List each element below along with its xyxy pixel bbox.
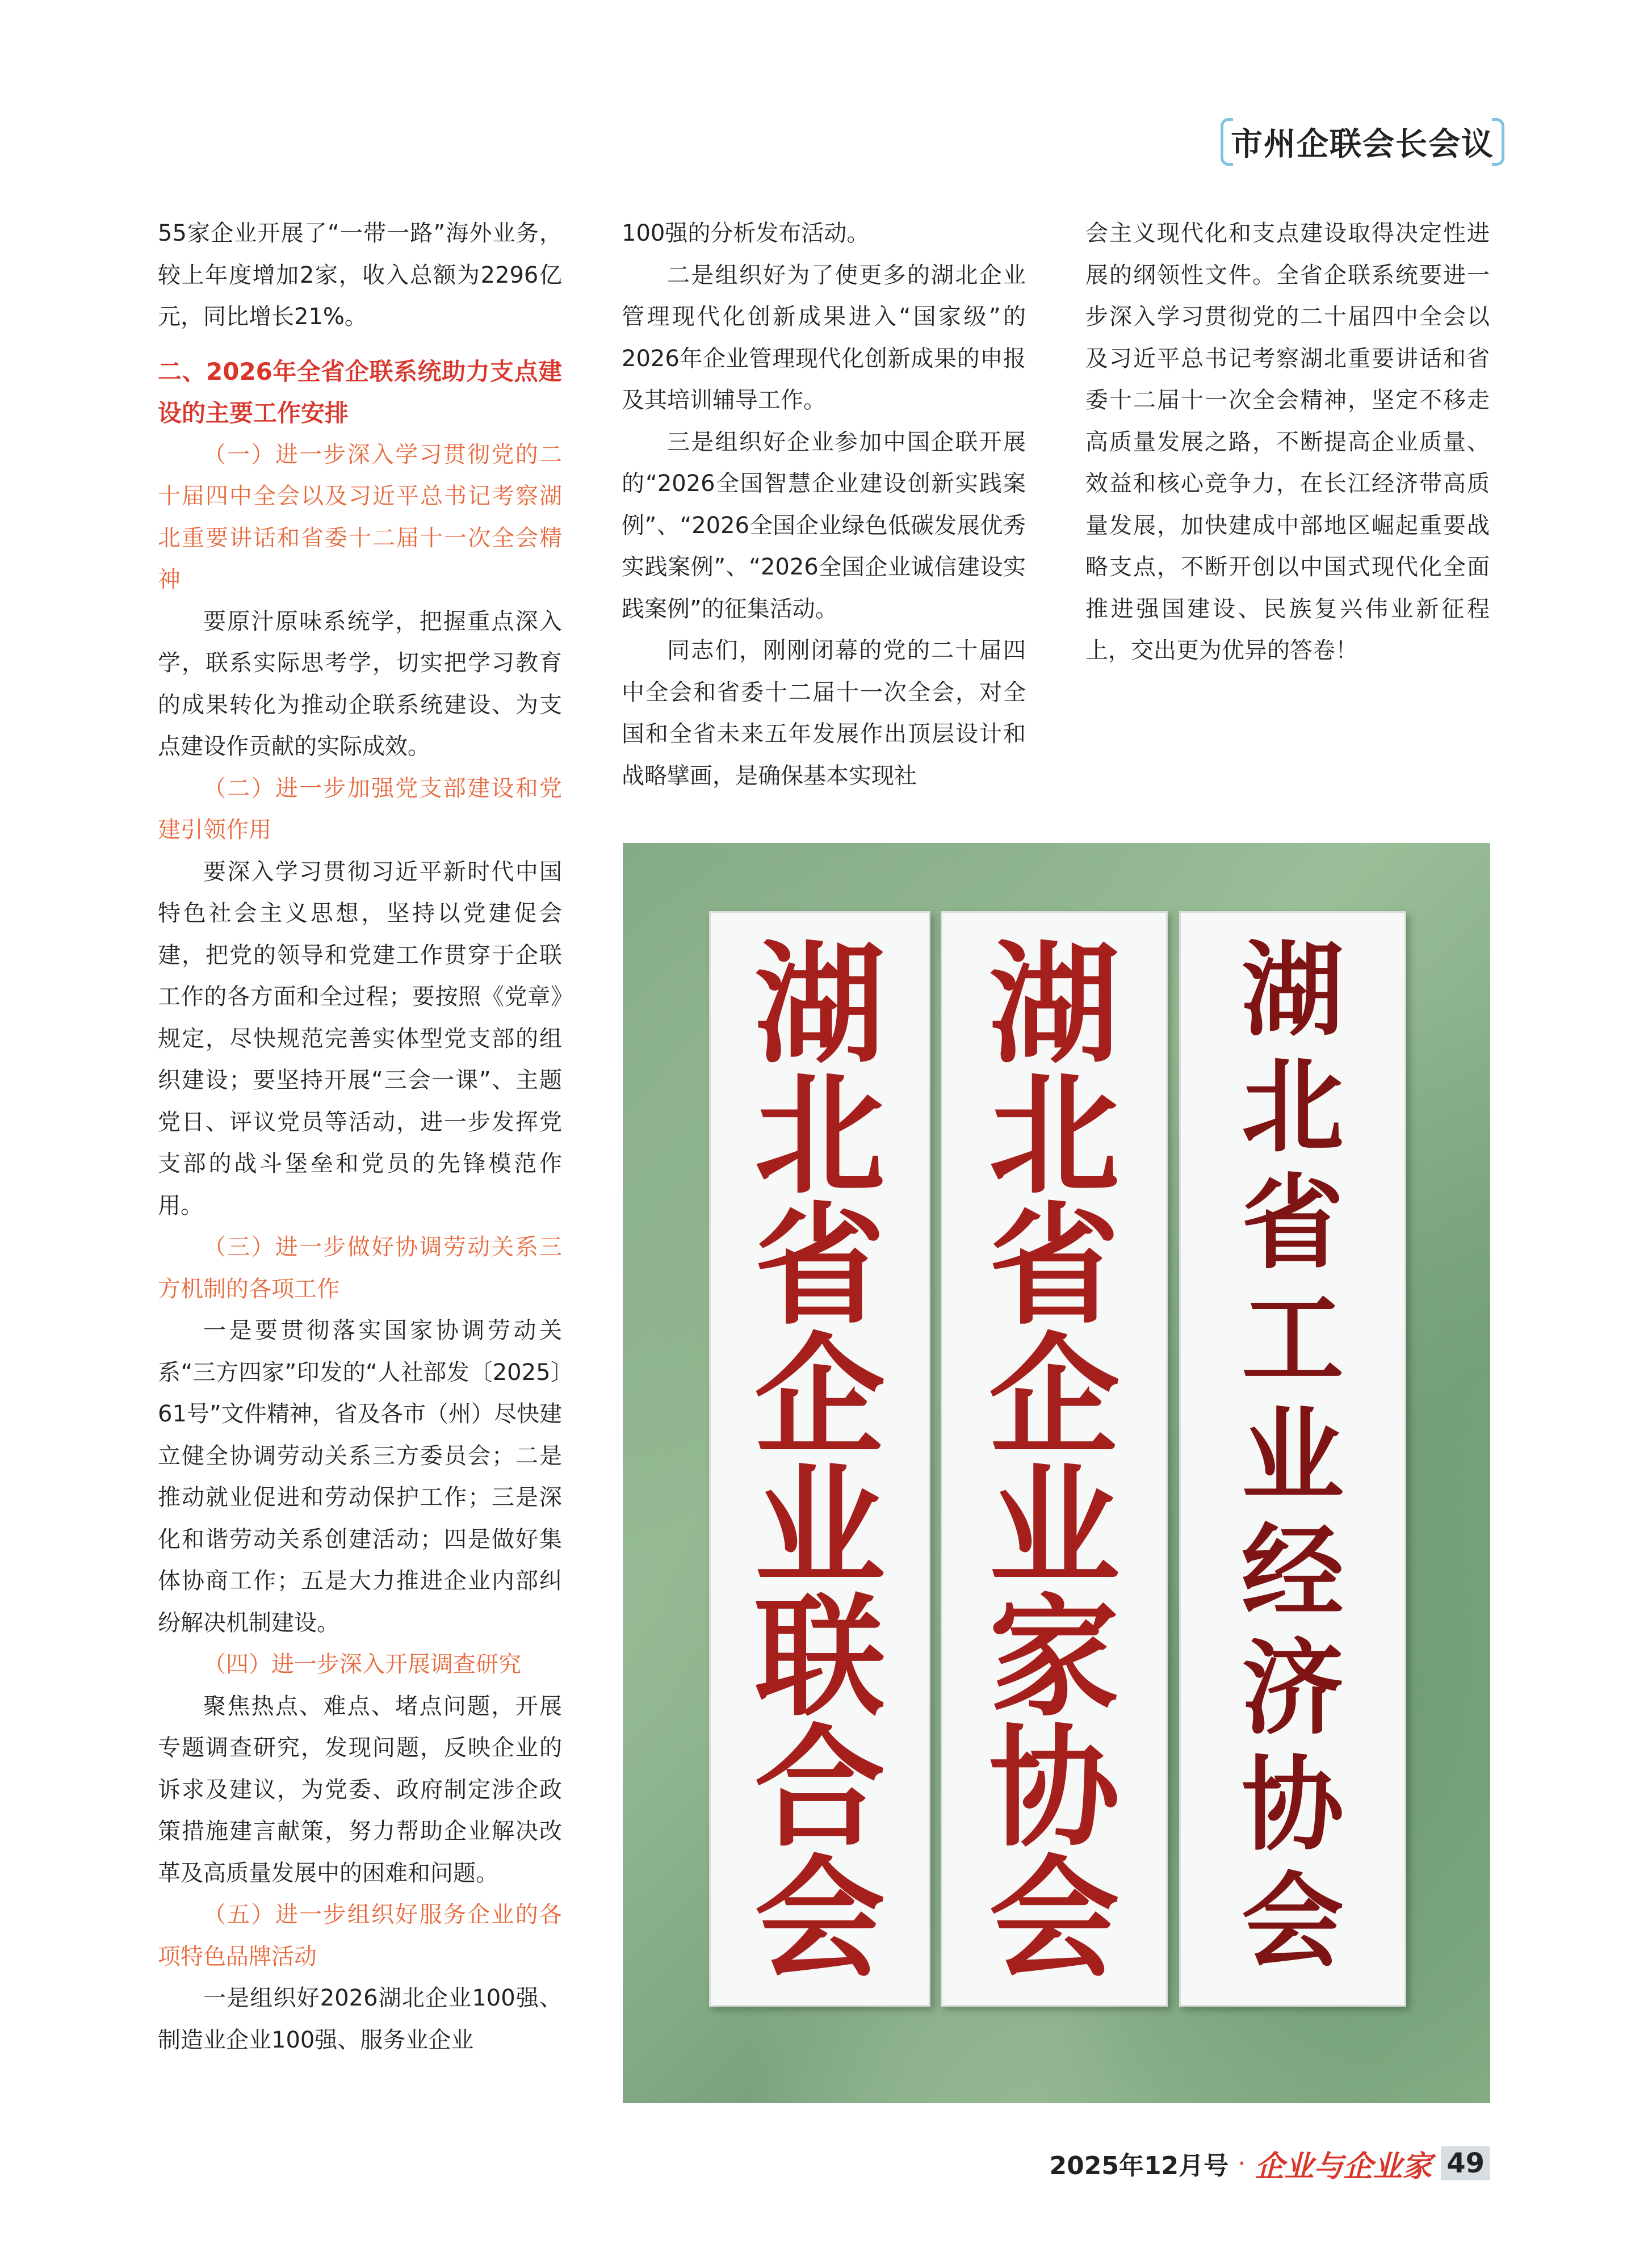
paragraph: 55家企业开展了“一带一路”海外业务，较上年度增加2家，收入总额为2296亿元，同比增长21%。: [158, 220, 562, 330]
footer-separator: ·: [1238, 2149, 1246, 2178]
plaque-character: 北: [988, 1059, 1119, 1212]
paragraph: 三是组织好企业参加中国企联开展的“2026全国智慧企业建设创新实践案例”、“2026全国企业绿色低碳发展优秀实践案例”、“2026全国企业诚信建设实践案例”的征集活动。: [622, 429, 1026, 622]
section-title: 市州企联会长会议: [1231, 126, 1494, 163]
plaque-character: 北: [1241, 1047, 1344, 1167]
plaques-photo: [623, 843, 1490, 2103]
column-2: [622, 213, 1026, 797]
plaque-character: 业: [988, 1450, 1119, 1604]
page-number: 49: [1441, 2146, 1490, 2180]
page-footer: [1045, 2143, 1490, 2183]
plaque-character: 湖: [1241, 930, 1344, 1050]
magazine-title: 企业与企业家: [1255, 2149, 1432, 2184]
paragraph: 一是要贯彻落实国家协调劳动关系“三方四家”印发的“人社部发〔2025〕61号”文件精神，省及各市（州）尽快建立健全协调劳动关系三方委员会；二是推动就业促进和劳动保护工作；三是深化和谐劳动关系创建活动；四是做好集体协商工作；五是大力推进企业内部纠纷解决机制建设。: [158, 1318, 562, 1636]
paragraph: 100强的分析发布活动。: [622, 220, 870, 246]
plaque-industrial-economics-association: [1179, 911, 1406, 2007]
subheading: （一）进一步深入学习贯彻党的二十届四中全会以及习近平总书记考察湖北重要讲话和省委十二届十一次全会精神: [158, 441, 562, 593]
plaque-character: 合: [754, 1711, 885, 1865]
plaque-character: 企: [988, 1320, 1119, 1473]
plaque-enterprise-confederation: [709, 911, 930, 2007]
plaque-character: 协: [1241, 1745, 1344, 1865]
plaque-character: 北: [754, 1059, 885, 1212]
plaque-character: 业: [754, 1450, 885, 1604]
plaque-character: 联: [754, 1581, 885, 1734]
subheading: （三）进一步做好协调劳动关系三方机制的各项工作: [158, 1234, 562, 1302]
plaque-character: 省: [754, 1189, 885, 1343]
section-heading: 二、2026年全省企联系统助力支点建设的主要工作安排: [158, 357, 562, 427]
paragraph: 二是组织好为了使更多的湖北企业管理现代化创新成果进入“国家级”的2026年企业管理现代化创新成果的申报及其培训辅导工作。: [622, 262, 1026, 413]
plaque-character: 会: [988, 1842, 1119, 1995]
header-bracket-left: [1221, 118, 1233, 166]
issue-date: 2025年12月号: [1049, 2151, 1229, 2180]
plaque-character: 业: [1241, 1396, 1344, 1516]
subheading: （五）进一步组织好服务企业的各项特色品牌活动: [158, 1902, 562, 1970]
plaque-character: 会: [754, 1842, 885, 1995]
plaque-character: 协: [988, 1711, 1119, 1865]
plaque-character: 湖: [988, 928, 1119, 1081]
plaque-character: 济: [1241, 1629, 1344, 1748]
plaque-character: 工: [1241, 1279, 1344, 1399]
plaque-character: 经: [1241, 1512, 1344, 1632]
section-header: [1221, 116, 1504, 167]
subheading: （二）进一步加强党支部建设和党建引领作用: [158, 775, 562, 843]
column-3: [1085, 213, 1490, 672]
plaque-entrepreneurs-association: [941, 911, 1168, 2007]
paragraph: 要原汁原味系统学，把握重点深入学，联系实际思考学，切实把学习教育的成果转化为推动企联系统建设、为支点建设作贡献的实际成效。: [158, 608, 562, 760]
plaque-character: 企: [754, 1320, 885, 1473]
plaque-character: 省: [1241, 1163, 1344, 1283]
plaque-character: 家: [988, 1581, 1119, 1734]
paragraph: 同志们，刚刚闭幕的党的二十届四中全会和省委十二届十一次全会，对全国和全省未来五年发展作出顶层设计和战略擘画，是确保基本实现社: [622, 637, 1026, 789]
plaque-character: 省: [988, 1189, 1119, 1343]
subheading: （四）进一步深入开展调查研究: [203, 1651, 521, 1677]
plaque-character: 会: [1241, 1861, 1344, 1981]
paragraph: 要深入学习贯彻习近平新时代中国特色社会主义思想，坚持以党建促会建，把党的领导和党建工作贯穿于企联工作的各方面和全过程；要按照《党章》规定，尽快规范完善实体型党支部的组织建设；要坚持开展“三会一课”、主题党日、评议党员等活动，进一步发挥党支部的战斗堡垒和党员的先锋模范作用。: [158, 858, 562, 1219]
plaque-character: 湖: [754, 928, 885, 1081]
paragraph: 会主义现代化和支点建设取得决定性进展的纲领性文件。全省企联系统要进一步深入学习贯彻党的二十届四中全会以及习近平总书记考察湖北重要讲话和省委十二届十一次全会精神，坚定不移走高质量发展之路，不断提高企业质量、效益和核心竞争力，在长江经济带高质量发展，加快建成中部地区崛起重要战略支点，不断开创以中国式现代化全面推进强国建设、民族复兴伟业新征程上，交出更为优异的答卷！: [1085, 220, 1490, 664]
paragraph: 聚焦热点、难点、堵点问题，开展专题调查研究，发现问题，反映企业的诉求及建议，为党委、政府制定涉企政策措施建言献策，努力帮助企业解决改革及高质量发展中的困难和问题。: [158, 1693, 562, 1886]
header-bracket-right: [1492, 118, 1504, 166]
paragraph: 一是组织好2026湖北企业100强、制造业企业100强、服务业企业: [158, 1985, 562, 2053]
column-1: [158, 213, 562, 2061]
